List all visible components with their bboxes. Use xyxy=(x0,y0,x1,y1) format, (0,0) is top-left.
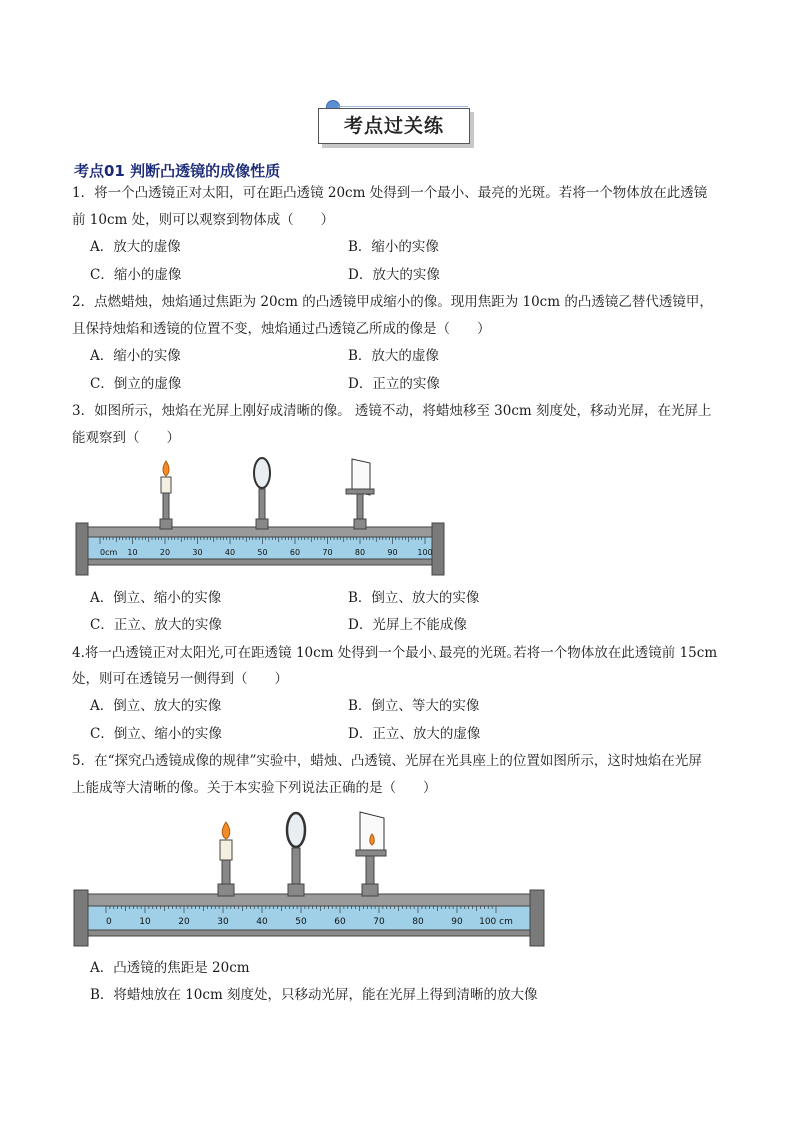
tick-label: 30 xyxy=(192,548,203,557)
q1-option-b[interactable]: B．缩小的实像 xyxy=(348,239,439,255)
tick-label: 10 xyxy=(139,917,151,927)
light-screen xyxy=(346,459,374,529)
tick-label: 100 xyxy=(417,548,433,557)
tick-label: 40 xyxy=(256,917,268,927)
screen-image-flame xyxy=(370,834,375,845)
bench-left-foot xyxy=(76,523,88,575)
tick-label: 40 xyxy=(224,548,236,557)
q2-option-b[interactable]: B．放大的虚像 xyxy=(348,348,439,364)
tick-label: 100 cm xyxy=(479,917,513,927)
q2-option-c[interactable]: C．倒立的虚像 xyxy=(90,376,182,392)
tick-label: 20 xyxy=(159,548,171,557)
candle xyxy=(218,822,234,896)
candle xyxy=(160,461,172,529)
q2-option-d[interactable]: D．正立的实像 xyxy=(348,376,440,392)
q4-line2: 处，则可在透镜另一侧得到（ ） xyxy=(72,671,288,687)
q2-line2: 且保持烛焰和透镜的位置不变，烛焰通过凸透镜乙所成的像是（ ） xyxy=(72,321,491,337)
q3-option-a[interactable]: A．倒立、缩小的实像 xyxy=(90,590,222,606)
convex-lens xyxy=(287,813,305,896)
optical-bench-figure-1 xyxy=(70,455,460,580)
q2-line1: 2．点燃蜡烛，烛焰通过焦距为 20cm 的凸透镜甲成缩小的像。现用焦距为 10cm 的凸透镜乙替代透镜甲， xyxy=(72,294,713,310)
q3-option-d[interactable]: D．光屏上不能成像 xyxy=(348,617,467,633)
bench-scale xyxy=(88,906,530,930)
tick-label: 60 xyxy=(334,917,346,927)
tick-label: 80 xyxy=(354,548,366,557)
tick-label: 20 xyxy=(178,917,190,927)
q4-option-b[interactable]: B．倒立、等大的实像 xyxy=(348,698,480,714)
q5-option-b[interactable]: B．将蜡烛放在 10cm 刻度处，只移动光屏，能在光屏上得到清晰的放大像 xyxy=(90,987,538,1003)
tick-label: 90 xyxy=(451,917,463,927)
tick-label: 30 xyxy=(217,917,229,927)
title-ornament-line xyxy=(338,106,468,107)
convex-lens xyxy=(254,458,270,529)
bench-right-foot xyxy=(432,523,444,575)
section-title: 考点01 判断凸透镜的成像性质 xyxy=(74,162,281,180)
tick-label: 50 xyxy=(295,917,307,927)
bench-left-foot xyxy=(74,890,88,946)
tick-label: 0cm xyxy=(100,548,118,557)
tick-label: 70 xyxy=(322,548,333,557)
q3-option-c[interactable]: C．正立、放大的实像 xyxy=(90,617,222,633)
tick-label: 0 xyxy=(106,917,112,927)
q3-option-b[interactable]: B．倒立、放大的实像 xyxy=(348,590,480,606)
light-screen xyxy=(356,812,386,896)
q1-line1: 1．将一个凸透镜正对太阳，可在距凸透镜 20cm 处得到一个最小、最亮的光斑。若将一个物体放在此透镜 xyxy=(72,185,708,201)
bench-rail-bottom xyxy=(88,930,530,936)
q4-option-c[interactable]: C．倒立、缩小的实像 xyxy=(90,726,222,742)
q4-line1: 4.将一凸透镜正对太阳光,可在距透镜 10cm 处得到一个最小､最亮的光斑｡若将一个物体放在此透镜前 15cm xyxy=(72,645,718,661)
tick-label: 80 xyxy=(412,917,424,927)
bench-right-foot xyxy=(530,890,544,946)
header-title-box xyxy=(318,108,470,144)
tick-label: 60 xyxy=(289,548,301,557)
tick-label: 70 xyxy=(373,917,385,927)
tick-label: 10 xyxy=(127,548,138,557)
bench-rail-bottom xyxy=(88,559,432,565)
tick-label: 50 xyxy=(257,548,268,557)
q4-option-d[interactable]: D．正立、放大的虚像 xyxy=(348,726,481,742)
q1-line2: 前 10cm 处，则可以观察到物体成（ ） xyxy=(72,212,335,228)
q1-option-a[interactable]: A．放大的虚像 xyxy=(90,239,181,255)
q1-option-c[interactable]: C．缩小的虚像 xyxy=(90,267,182,283)
page-title: 考点过关练 xyxy=(343,115,444,137)
tick-label: 90 xyxy=(387,548,398,557)
q2-option-a[interactable]: A．缩小的实像 xyxy=(90,348,181,364)
q4-option-a[interactable]: A．倒立、放大的实像 xyxy=(90,698,222,714)
optical-bench-figure-2 xyxy=(70,810,548,952)
q1-option-d[interactable]: D．放大的实像 xyxy=(348,267,440,283)
q5-line2: 上能成等大清晰的像。关于本实验下列说法正确的是（ ） xyxy=(72,780,437,796)
q5-line1: 5．在“探究凸透镜成像的规律”实验中，蜡烛、凸透镜、光屏在光具座上的位置如图所示，这时烛焰在光屏 xyxy=(72,753,702,769)
q3-line1: 3．如图所示，烛焰在光屏上刚好成清晰的像。 透镜不动，将蜡烛移至 30cm 刻度处，移动光屏，在光屏上 xyxy=(72,403,712,419)
q3-line2: 能观察到（ ） xyxy=(72,430,180,446)
q5-option-a[interactable]: A．凸透镜的焦距是 20cm xyxy=(90,960,250,976)
bench-rail-top xyxy=(88,894,530,906)
